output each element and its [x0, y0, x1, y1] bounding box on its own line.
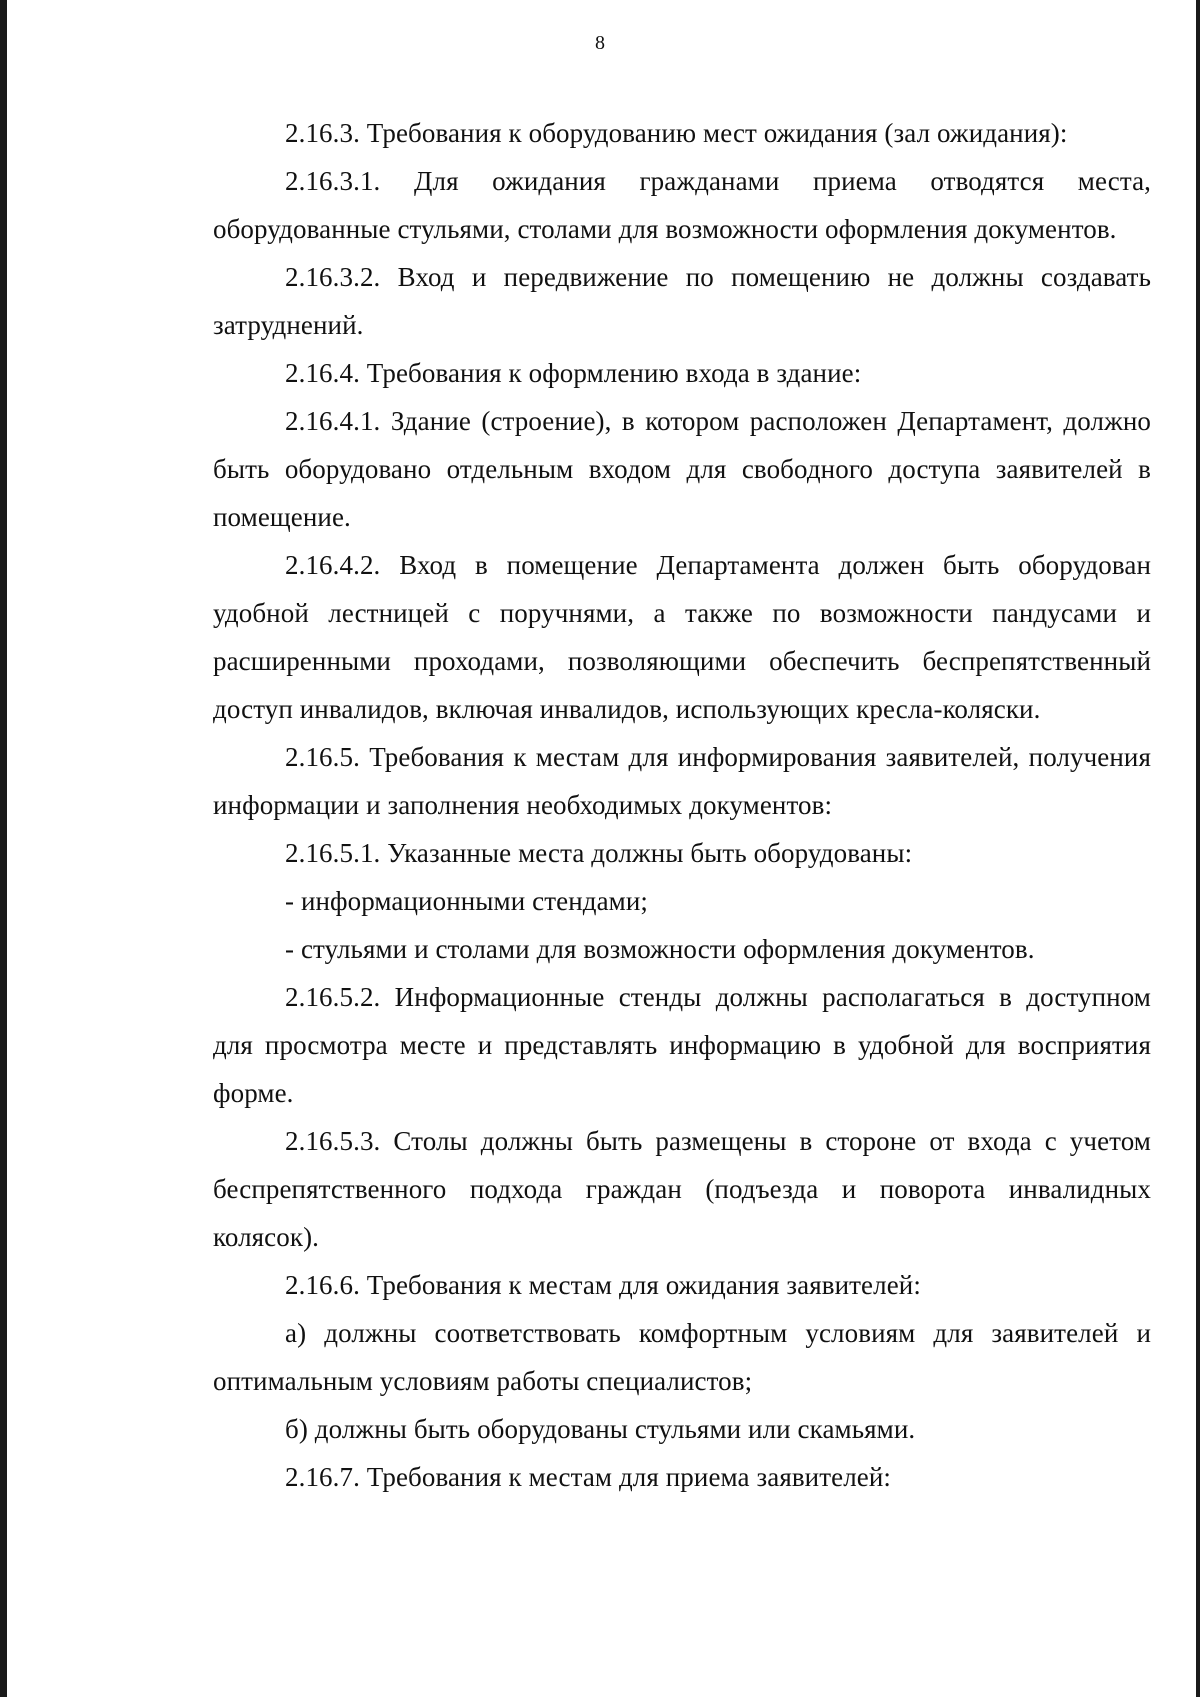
- paragraph-2-16-4-1: 2.16.4.1. Здание (строение), в котором расположен Департамент, должно быть оборудовано отдельным входом для свободного доступа заявителей в помещение.: [213, 406, 1151, 532]
- scan-border-left: [0, 0, 7, 1697]
- paragraph-2-16-6: 2.16.6. Требования к местам для ожидания заявителей:: [285, 1270, 921, 1300]
- list-item-b: б) должны быть оборудованы стульями или скамьями.: [285, 1414, 916, 1444]
- page-number: 8: [595, 32, 605, 54]
- paragraph-2-16-4: 2.16.4. Требования к оформлению входа в здание:: [285, 358, 862, 388]
- paragraph-2-16-3-2: 2.16.3.2. Вход и передвижение по помещению не должны создавать затруднений.: [213, 262, 1151, 340]
- list-item-chairs-tables: - стульями и столами для возможности оформления документов.: [285, 934, 1035, 964]
- paragraph-2-16-5-1: 2.16.5.1. Указанные места должны быть оборудованы:: [285, 838, 913, 868]
- list-item-a: а) должны соответствовать комфортным условиям для заявителей и оптимальным условиям работы специалистов;: [213, 1318, 1151, 1396]
- document-body: [213, 109, 1151, 1501]
- paragraph-2-16-4-2: 2.16.4.2. Вход в помещение Департамента должен быть оборудован удобной лестницей с поручнями, а также по возможности пандусами и расширенными проходами, позволяющими обеспечить беспрепятственный доступ инвалидов, включая инвалидов, использующих кресла-коляски.: [213, 550, 1151, 724]
- scan-border-right: [1196, 0, 1200, 1697]
- paragraph-2-16-3-1: 2.16.3.1. Для ожидания гражданами приема отводятся места, оборудованные стульями, столами для возможности оформления документов.: [213, 166, 1151, 244]
- paragraph-2-16-5: 2.16.5. Требования к местам для информирования заявителей, получения информации и заполнения необходимых документов:: [213, 742, 1151, 820]
- paragraph-2-16-5-3: 2.16.5.3. Столы должны быть размещены в стороне от входа с учетом беспрепятственного подхода граждан (подъезда и поворота инвалидных колясок).: [213, 1126, 1151, 1252]
- paragraph-2-16-3: 2.16.3. Требования к оборудованию мест ожидания (зал ожидания):: [285, 118, 1068, 148]
- list-item-info-stands: - информационными стендами;: [285, 886, 649, 916]
- paragraph-2-16-5-2: 2.16.5.2. Информационные стенды должны располагаться в доступном для просмотра месте и представлять информацию в удобной для восприятия форме.: [213, 982, 1151, 1108]
- paragraph-2-16-7: 2.16.7. Требования к местам для приема заявителей:: [285, 1462, 892, 1492]
